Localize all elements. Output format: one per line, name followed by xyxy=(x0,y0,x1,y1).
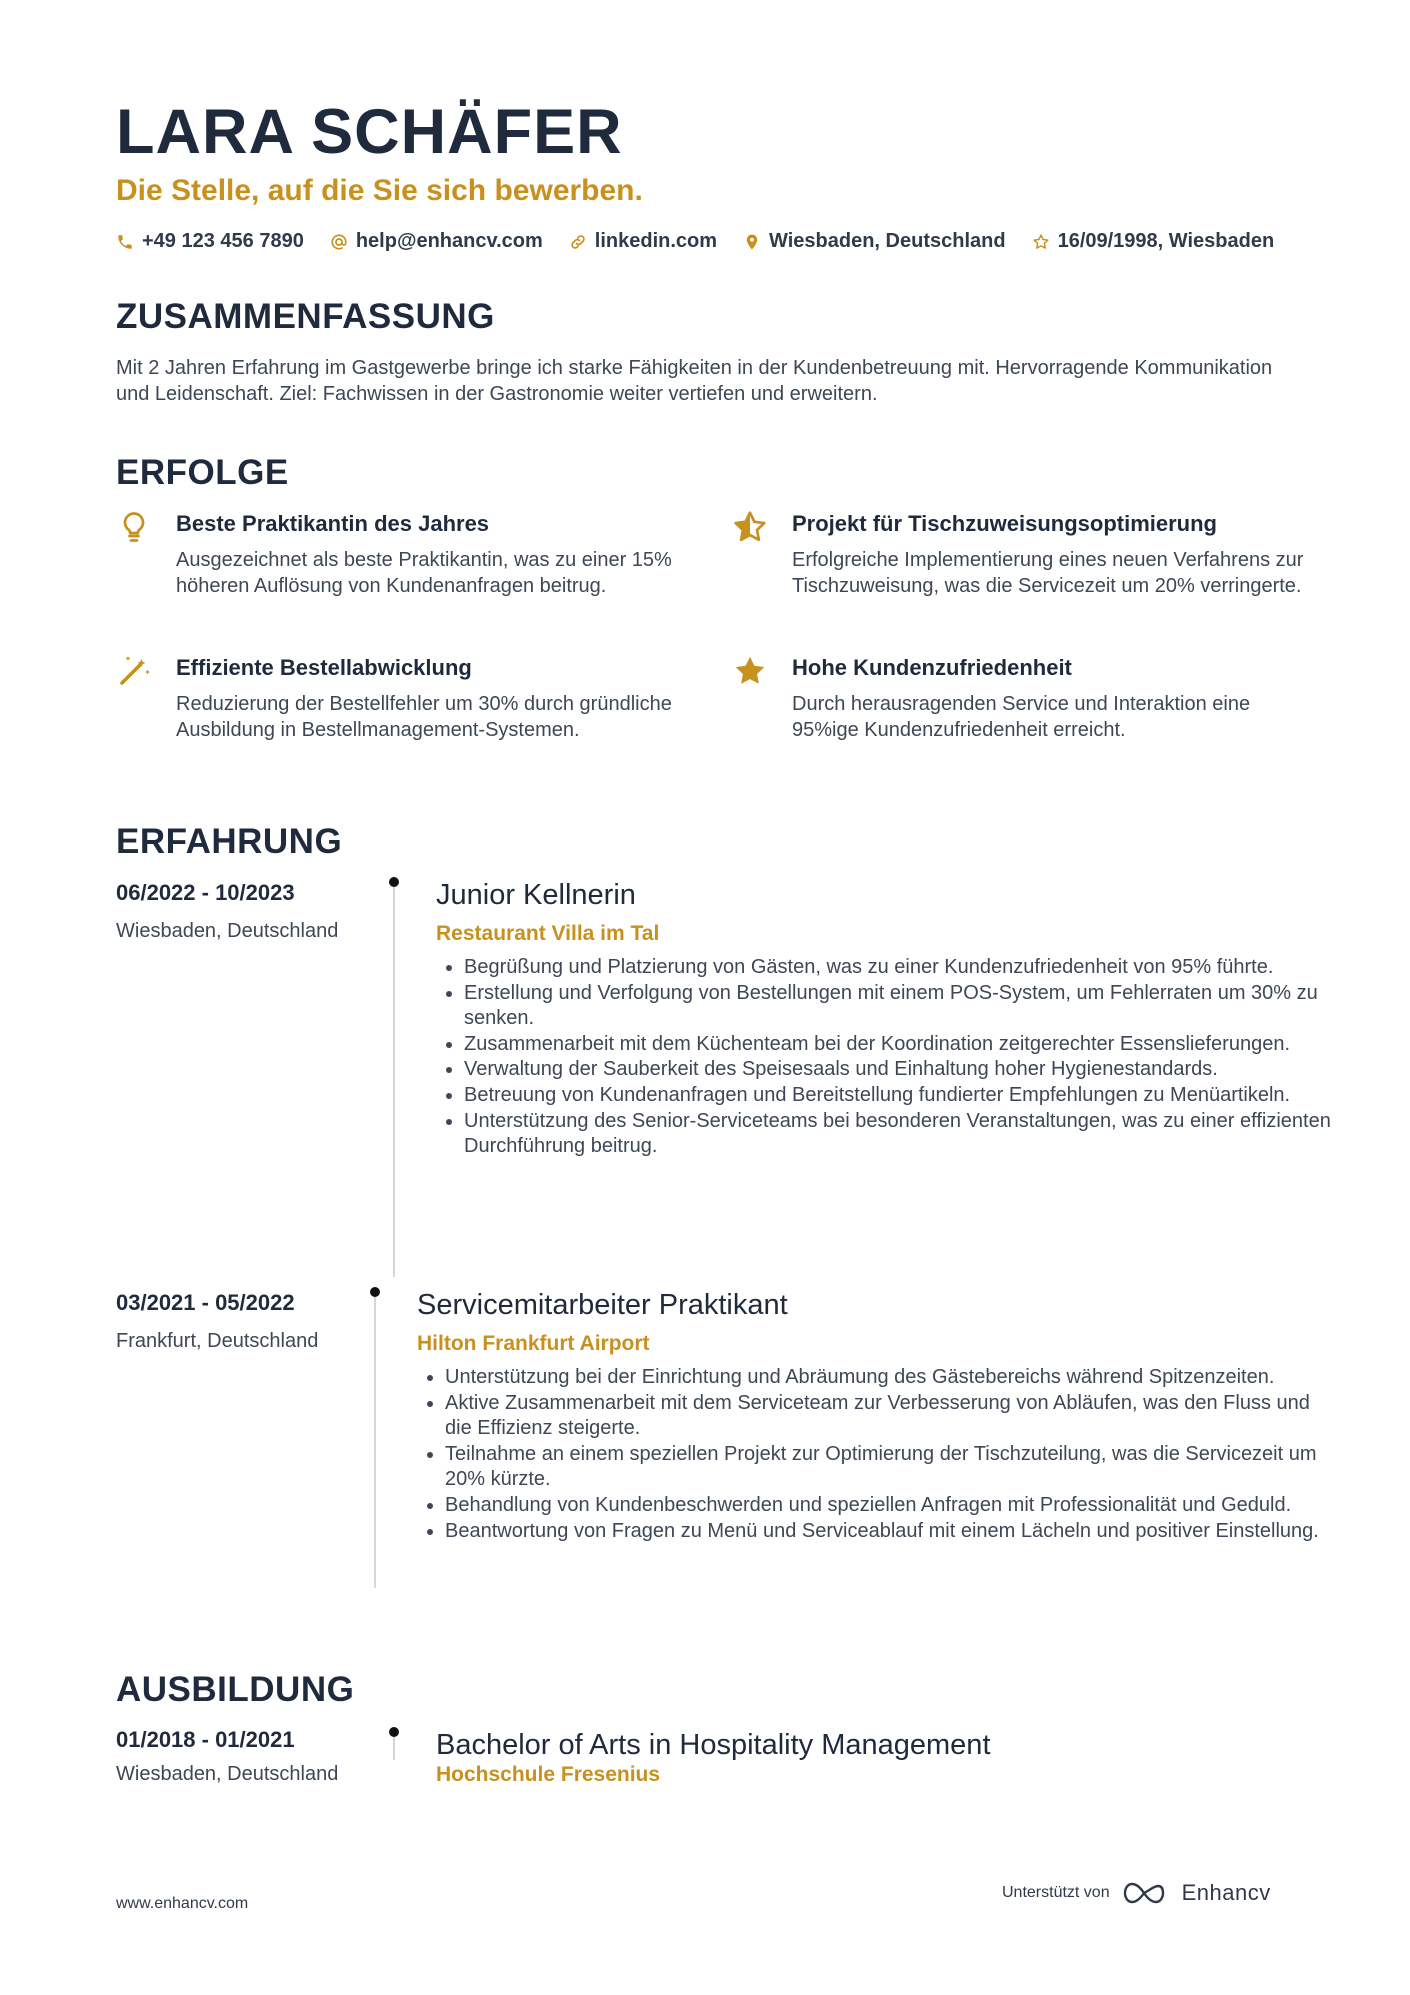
education-location: Wiesbaden, Deutschland xyxy=(116,1763,339,1785)
summary-text: Mit 2 Jahren Erfahrung im Gastgewerbe bringe ich starke Fähigkeiten in der Kundenbetreuung mit. Hervorragende Kommunikation und Leidenschaft. Ziel: Fachwissen in der Gastronomie weiter vertiefen und erweitern. xyxy=(116,357,1273,405)
job-company: Restaurant Villa im Tal xyxy=(436,922,660,945)
achievement-title: Beste Praktikantin des Jahres xyxy=(176,511,490,536)
timeline-line xyxy=(374,1292,376,1588)
phone-icon xyxy=(116,233,134,251)
job-bullet: • Begrüßung und Platzierung von Gästen, was zu einer Kundenzufriedenheit von 95% führte. xyxy=(464,955,1334,981)
education-degree: Bachelor of Arts in Hospitality Management xyxy=(436,1729,991,1761)
achievement-title: Hohe Kundenzufriedenheit xyxy=(792,655,1072,680)
job-bullet: • Unterstützung bei der Einrichtung und Abräumung des Gästebereichs während Spitzenzeiten. xyxy=(445,1365,1325,1391)
contact-linkedin[interactable] xyxy=(569,230,717,253)
timeline-dot xyxy=(389,1727,399,1737)
birth-text: 16/09/1998, Wiesbaden xyxy=(1057,230,1275,252)
powered-by-text: Unterstützt von xyxy=(1002,1884,1110,1901)
job-bullet: • Unterstützung des Senior-Serviceteams bei besonderen Veranstaltungen, was zu einer effizienten Durchführung beitrug. xyxy=(464,1109,1334,1160)
enhancv-logo-icon xyxy=(1122,1880,1170,1906)
magic-wand-icon xyxy=(116,653,152,689)
location-pin-icon xyxy=(743,233,761,251)
job-location: Frankfurt, Deutschland xyxy=(116,1330,319,1352)
job-location: Wiesbaden, Deutschland xyxy=(116,920,339,942)
star-outline-icon xyxy=(732,509,768,545)
at-icon xyxy=(330,233,348,251)
contact-birth xyxy=(1032,230,1275,253)
contact-location xyxy=(743,230,1006,253)
timeline-line xyxy=(393,882,395,1277)
summary-heading: ZUSAMMENFASSUNG xyxy=(116,297,495,336)
job-bullet: • Erstellung und Verfolgung von Bestellungen mit einem POS-System, um Fehlerraten um 30% zu senken. xyxy=(464,981,1334,1032)
location-text: Wiesbaden, Deutschland xyxy=(769,230,1006,252)
candidate-name: LARA SCHÄFER xyxy=(116,97,623,167)
job-bullet: • Verwaltung der Sauberkeit des Speisesaals und Einhaltung hoher Hygienestandards. xyxy=(464,1057,1334,1083)
email-text: help@enhancv.com xyxy=(355,230,543,252)
achievement-title: Effiziente Bestellabwicklung xyxy=(176,655,472,680)
achievement-desc: Erfolgreiche Implementierung eines neuen Verfahrens zur Tischzuweisung, was die Servicezeit um 20% verringerte. xyxy=(792,549,1304,597)
education-dates: 01/2018 - 01/2021 xyxy=(116,1727,295,1752)
job-company: Hilton Frankfurt Airport xyxy=(417,1332,650,1355)
job-bullet: • Betreuung von Kundenanfragen und Bereitstellung fundierter Empfehlungen zu Menüartikeln. xyxy=(464,1083,1334,1109)
footer-branding xyxy=(1002,1880,1271,1906)
job-bullet: • Zusammenarbeit mit dem Küchenteam bei der Koordination zeitgerechter Essenslieferungen. xyxy=(464,1032,1334,1058)
education-heading: AUSBILDUNG xyxy=(116,1670,355,1709)
linkedin-text: linkedin.com xyxy=(594,230,718,252)
job-bullet: • Behandlung von Kundenbeschwerden und speziellen Anfragen mit Professionalität und Geduld. xyxy=(445,1493,1325,1519)
job-bullet-list xyxy=(417,1365,1325,1544)
footer-website[interactable]: www.enhancv.com xyxy=(116,1895,249,1912)
job-bullet: • Beantwortung von Fragen zu Menü und Serviceablauf mit einem Lächeln und positiver Einstellung. xyxy=(445,1519,1325,1545)
target-role: Die Stelle, auf die Sie sich bewerben. xyxy=(116,174,643,207)
job-bullet-list xyxy=(436,955,1334,1160)
experience-heading: ERFAHRUNG xyxy=(116,822,343,861)
star-outline-small-icon xyxy=(1032,233,1050,251)
achievement-title: Projekt für Tischzuweisungsoptimierung xyxy=(792,511,1217,536)
job-bullet: • Teilnahme an einem speziellen Projekt zur Optimierung der Tischzuteilung, was die Servicezeit um 20% kürzte. xyxy=(445,1442,1325,1493)
job-dates: 06/2022 - 10/2023 xyxy=(116,880,295,905)
achievement-desc: Durch herausragenden Service und Interaktion eine 95%ige Kundenzufriedenheit erreicht. xyxy=(792,693,1251,741)
job-title: Servicemitarbeiter Praktikant xyxy=(417,1289,788,1321)
job-dates: 03/2021 - 05/2022 xyxy=(116,1290,295,1315)
achievement-desc: Reduzierung der Bestellfehler um 30% durch gründliche Ausbildung in Bestellmanagement-Systemen. xyxy=(176,693,672,741)
contact-email[interactable] xyxy=(330,230,543,253)
lightbulb-icon xyxy=(116,509,152,545)
achievement-desc: Ausgezeichnet als beste Praktikantin, was zu einer 15% höheren Auflösung von Kundenanfragen beitrug. xyxy=(176,549,672,597)
contact-bar xyxy=(116,230,1274,253)
job-title: Junior Kellnerin xyxy=(436,879,636,911)
timeline-dot xyxy=(389,877,399,887)
link-icon xyxy=(569,233,587,251)
job-bullet: • Aktive Zusammenarbeit mit dem Serviceteam zur Verbesserung von Abläufen, was den Fluss und die Effizienz steigerte. xyxy=(445,1391,1325,1442)
achievements-heading: ERFOLGE xyxy=(116,453,289,492)
phone-text: +49 123 456 7890 xyxy=(142,230,304,252)
timeline-dot xyxy=(370,1287,380,1297)
education-school: Hochschule Fresenius xyxy=(436,1763,661,1786)
brand-name: Enhancv xyxy=(1181,1880,1271,1905)
contact-phone[interactable] xyxy=(116,230,304,253)
star-filled-icon xyxy=(732,653,768,689)
